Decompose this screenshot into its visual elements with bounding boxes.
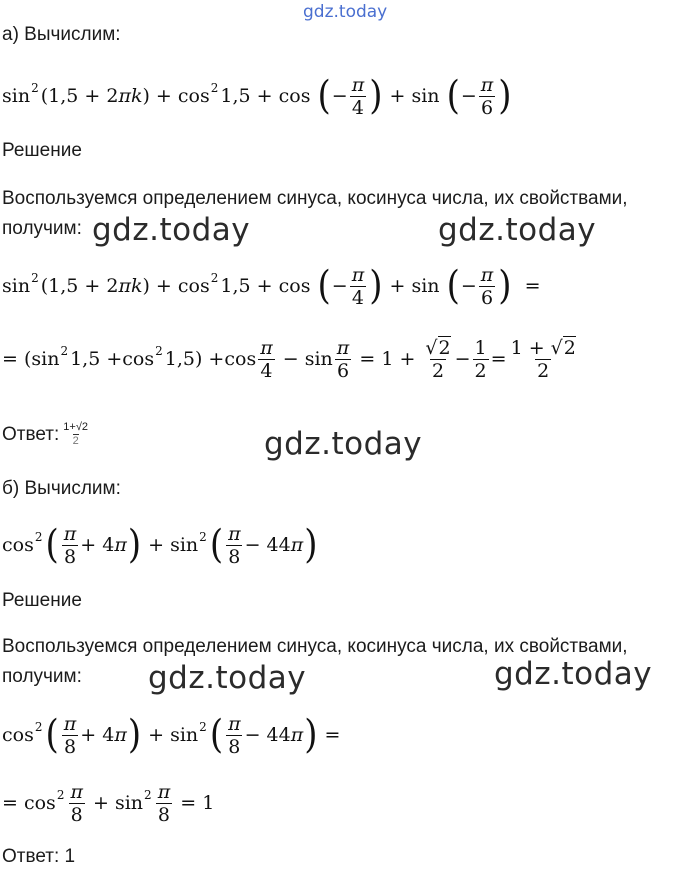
part-b-text-line2: получим: — [2, 666, 82, 687]
part-b-step2: = cos 2 $\frac{\pi}{8}$ + sin 2 $\frac{\pi}{8}$ = 1 — [2, 780, 215, 826]
part-a-text-line2: получим: — [2, 218, 82, 239]
part-a-expression: sin 2 (1,5 + 2 π k ) + cos 2 1,5 + cos ( − $\frac{\pi}{4}$ ) + sin ( − $\frac{\pi}{6}$ ) — [2, 73, 512, 119]
part-a-step2: = ( sin 2 1,5 + cos 2 1,5) + cos $\frac{\pi}{4}$ − sin $\frac{\pi}{6}$ = 1 + $\frac{√2}{2}$ − $\frac{1}{2}$ = $\frac{1 + √2}{2}$ — [2, 336, 576, 382]
part-b-title: б) Вычислим: — [2, 478, 121, 499]
part-b-step1: cos 2 ( $\frac{\pi}{8}$ + 4 π ) + sin 2 ( $\frac{\pi}{8}$ − 44 π ) = — [2, 712, 341, 758]
watermark: gdz.today — [494, 656, 653, 692]
part-a-answer: Ответ: $\frac{1+√2}{2}$ — [2, 421, 88, 447]
watermark-top: gdz.today — [303, 2, 388, 22]
watermark: gdz.today — [264, 426, 423, 462]
part-b-text-line1: Воспользуемся определением синуса, косинуса числа, их свойствами, — [2, 636, 628, 657]
part-a-solution-label: Решение — [2, 140, 82, 161]
part-b-expression: cos 2 ( $\frac{\pi}{8}$ + 4 π ) + sin 2 ( $\frac{\pi}{8}$ − 44 π ) — [2, 522, 318, 568]
part-a-text-line1: Воспользуемся определением синуса, косинуса числа, их свойствами, — [2, 188, 628, 209]
part-b-solution-label: Решение — [2, 590, 82, 611]
watermark: gdz.today — [438, 212, 597, 248]
part-b-answer: Ответ: 1 — [2, 846, 76, 867]
watermark: gdz.today — [148, 660, 307, 696]
watermark: gdz.today — [92, 212, 251, 248]
part-a-title: а) Вычислим: — [2, 24, 121, 45]
part-a-step1: sin 2 (1,5 + 2 π k ) + cos 2 1,5 + cos ( − $\frac{\pi}{4}$ ) + sin ( − $\frac{\pi}{6}$ ) = — [2, 263, 541, 309]
